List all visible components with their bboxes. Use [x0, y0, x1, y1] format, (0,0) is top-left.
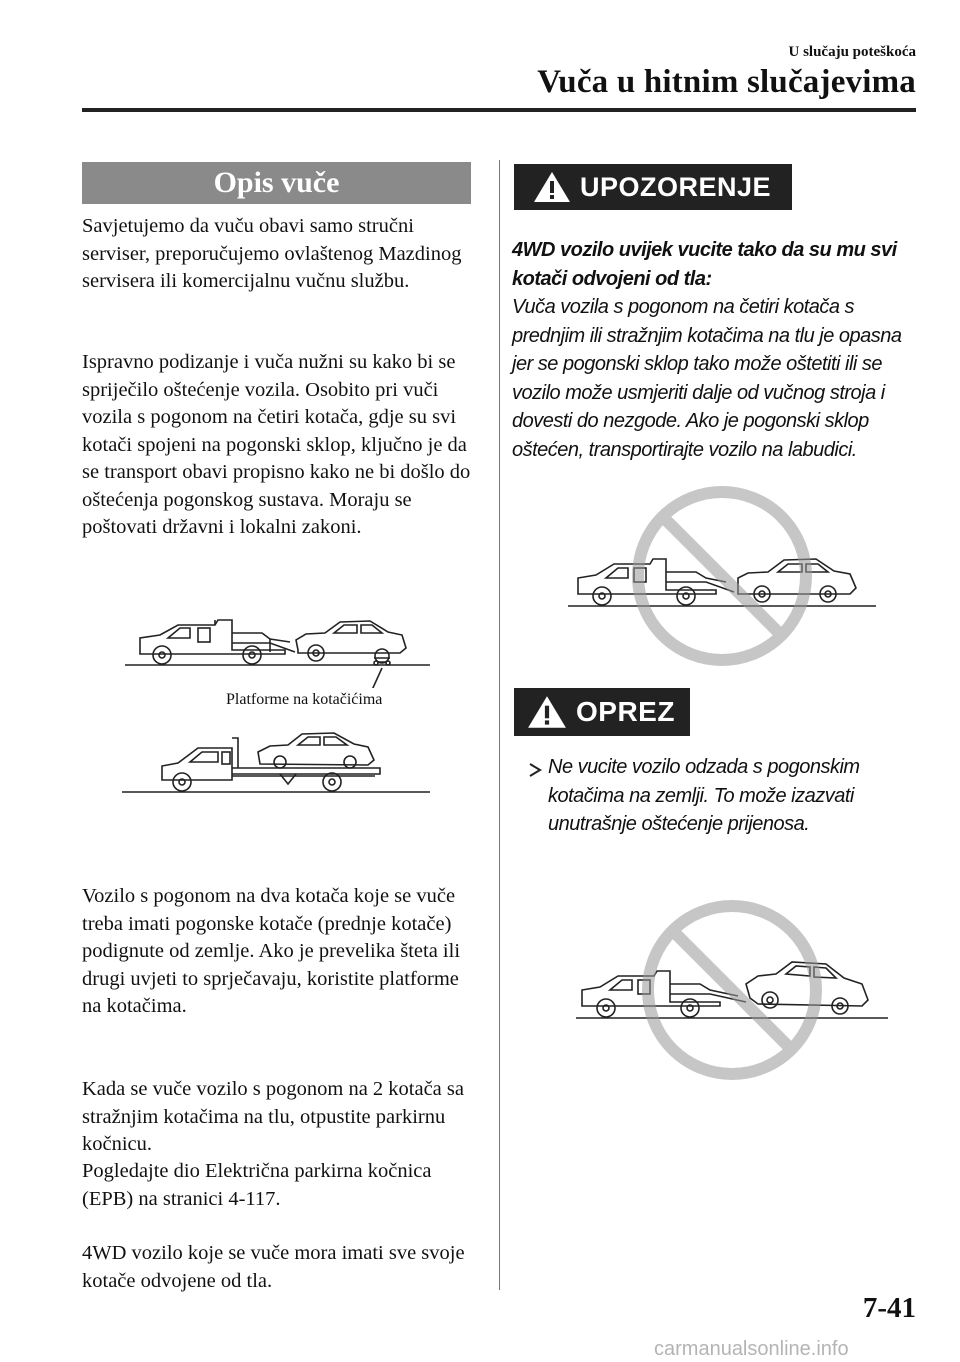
intro-paragraph: Savjetujemo da vuču obavi samo stručni serviser, preporučujemo ovlaštenog Mazdinog servisera ili komercijalnu vučnu službu.	[82, 215, 462, 292]
prohibited-towing-illustration-2	[574, 890, 890, 1086]
figure-caption: Platforme na kotačićima	[226, 691, 383, 708]
chapter-label: U slučaju poteškoća	[788, 44, 916, 60]
two-wheel-drive-paragraph: Vozilo s pogonom na dva kotača koje se vuče treba imati pogonske kotače (prednje kotače) podignute od zemlje. Ako je prevelika šteta ili drugi uvjeti to sprječavaju, koristite platforme na kotačima.	[82, 885, 461, 1017]
header-rule	[82, 108, 916, 112]
tow-truck-dollies-illustration	[120, 608, 432, 688]
watermark: carmanualsonline.info	[654, 1338, 849, 1360]
page-title: Vuča u hitnim slučajevima	[537, 64, 916, 100]
flatbed-truck-illustration	[120, 728, 432, 798]
section-heading: Opis vuče	[82, 162, 471, 204]
lifting-paragraph: Ispravno podizanje i vuča nužni su kako bi se spriječilo oštećenje vozila. Osobito pri vuči vozila s pogonom na četiri kotača, gdje su svi kotači spojeni na pogonski sklop, ključno je da se transport obavi propisno kako ne bi došlo do oštećenja pogonskog sustava. Moraju se poštovati državni i lokalni zakoni.	[82, 351, 471, 538]
caution-triangle-icon	[526, 694, 568, 730]
parking-brake-paragraph: Kada se vuče vozilo s pogonom na 2 kotača sa stražnjim kotačima na tlu, otpustite parkirnu kočnicu.	[82, 1078, 464, 1155]
warning-text: Vuča vozila s pogonom na četiri kotača s prednjim ili stražnjim kotačima na tlu je opasna jer se pogonski sklop tako može oštetiti ili se vozilo može usmjeriti dalje od vučnog stroja i dovesti do nezgode. Ako je pogonski sklop oštećen, transportirajte vozilo na labudici.	[512, 296, 902, 461]
warning-label: UPOZORENJE	[514, 164, 792, 210]
bullet-arrow-icon	[528, 762, 542, 778]
caution-label: OPREZ	[514, 688, 690, 736]
4wd-paragraph: 4WD vozilo koje se vuče mora imati sve svoje kotače odvojene od tla.	[82, 1242, 465, 1292]
prohibited-towing-illustration-1	[566, 478, 878, 674]
warning-heading: 4WD vozilo uvijek vucite tako da su mu svi kotači odvojeni od tla:	[512, 239, 897, 290]
column-divider	[499, 160, 500, 1290]
epb-reference-paragraph: Pogledajte dio Električna parkirna kočnica (EPB) na stranici 4-117.	[82, 1160, 432, 1210]
page-number: 7-41	[862, 1292, 916, 1324]
warning-triangle-icon	[532, 170, 572, 204]
caution-text: Ne vucite vozilo odzada s pogonskim kotačima na zemlji. To može izazvati unutrašnje oštećenje prijenosa.	[548, 756, 860, 835]
warning-body	[512, 236, 912, 464]
